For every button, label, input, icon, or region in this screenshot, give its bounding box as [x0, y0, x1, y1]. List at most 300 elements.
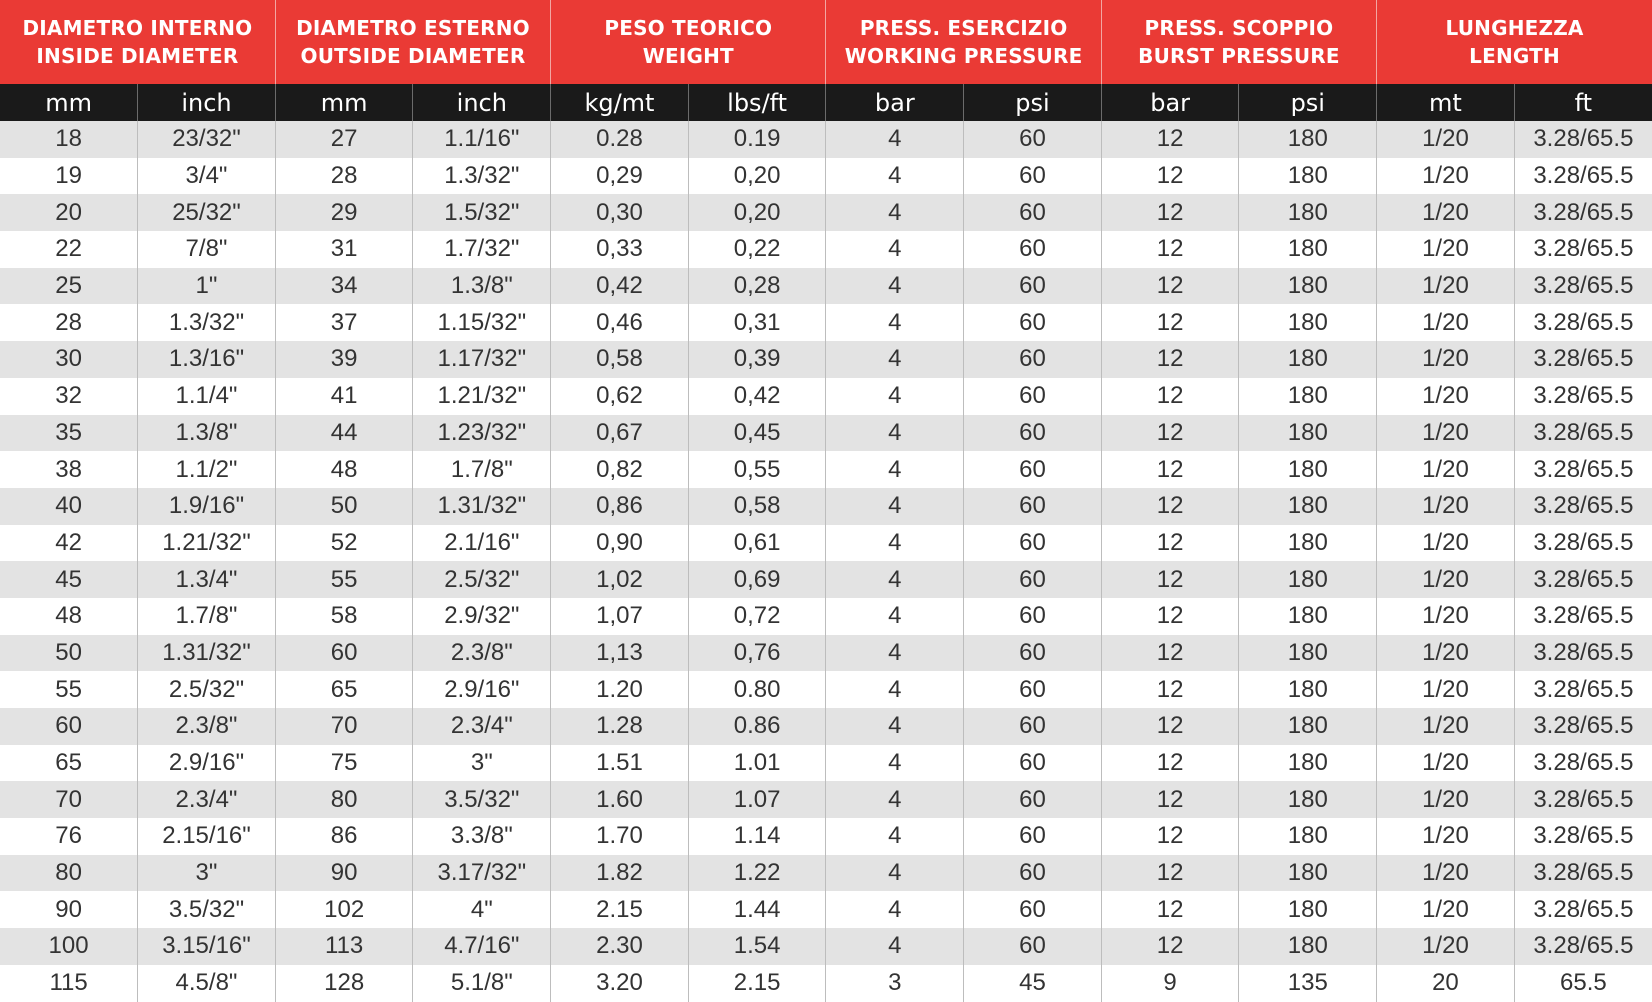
table-cell: 4	[826, 671, 964, 708]
unit-header: inch	[138, 84, 276, 121]
table-row	[0, 818, 1652, 855]
table-cell: 3.28/65.5	[1514, 451, 1652, 488]
table-cell: 41	[275, 378, 413, 415]
table-cell: 0,90	[551, 525, 689, 562]
table-cell: 3.28/65.5	[1514, 231, 1652, 268]
table-cell: 28	[275, 158, 413, 195]
header-inside-diameter	[0, 0, 275, 84]
table-cell: 180	[1239, 415, 1377, 452]
table-cell: 4	[826, 525, 964, 562]
table-cell: 3.28/65.5	[1514, 818, 1652, 855]
table-cell: 180	[1239, 781, 1377, 818]
table-cell: 0,69	[688, 561, 826, 598]
table-cell: 48	[0, 598, 138, 635]
table-cell: 3.28/65.5	[1514, 855, 1652, 892]
table-cell: 1.7/8"	[413, 451, 551, 488]
table-cell: 4	[826, 268, 964, 305]
table-cell: 30	[0, 341, 138, 378]
table-cell: 1.54	[688, 928, 826, 965]
table-row	[0, 891, 1652, 928]
table-cell: 3/4"	[138, 158, 276, 195]
table-cell: 1/20	[1377, 121, 1515, 158]
table-cell: 60	[0, 708, 138, 745]
table-cell: 128	[275, 965, 413, 1002]
table-cell: 4	[826, 341, 964, 378]
table-cell: 52	[275, 525, 413, 562]
table-cell: 5.1/8"	[413, 965, 551, 1002]
table-cell: 48	[275, 451, 413, 488]
table-cell: 4	[826, 451, 964, 488]
table-cell: 1.3/4"	[138, 561, 276, 598]
table-cell: 3.28/65.5	[1514, 781, 1652, 818]
table-cell: 40	[0, 488, 138, 525]
table-cell: 180	[1239, 268, 1377, 305]
table-cell: 60	[964, 415, 1102, 452]
table-cell: 65	[275, 671, 413, 708]
table-cell: 1.44	[688, 891, 826, 928]
table-body	[0, 121, 1652, 1002]
table-cell: 1.1/16"	[413, 121, 551, 158]
table-cell: 0,62	[551, 378, 689, 415]
table-cell: 12	[1101, 855, 1239, 892]
table-cell: 3"	[138, 855, 276, 892]
table-cell: 3.28/65.5	[1514, 745, 1652, 782]
table-cell: 1.9/16"	[138, 488, 276, 525]
table-row	[0, 341, 1652, 378]
table-cell: 20	[1377, 965, 1515, 1002]
table-cell: 0,58	[688, 488, 826, 525]
table-cell: 0.28	[551, 121, 689, 158]
table-cell: 1.15/32"	[413, 304, 551, 341]
table-cell: 1,13	[551, 635, 689, 672]
table-cell: 0,20	[688, 158, 826, 195]
header-label-it: DIAMETRO ESTERNO	[296, 16, 530, 40]
table-cell: 180	[1239, 891, 1377, 928]
table-cell: 3.5/32"	[138, 891, 276, 928]
table-cell: 1/20	[1377, 855, 1515, 892]
table-cell: 1.7/8"	[138, 598, 276, 635]
header-label-en: LENGTH	[1469, 44, 1560, 68]
table-cell: 60	[964, 671, 1102, 708]
table-cell: 1/20	[1377, 818, 1515, 855]
table-cell: 1.14	[688, 818, 826, 855]
table-cell: 12	[1101, 231, 1239, 268]
unit-header: psi	[964, 84, 1102, 121]
table-cell: 12	[1101, 158, 1239, 195]
table-cell: 0,39	[688, 341, 826, 378]
table-cell: 90	[0, 891, 138, 928]
table-cell: 180	[1239, 635, 1377, 672]
table-cell: 4	[826, 378, 964, 415]
table-cell: 3.20	[551, 965, 689, 1002]
table-cell: 35	[0, 415, 138, 452]
table-cell: 12	[1101, 415, 1239, 452]
table-cell: 3.28/65.5	[1514, 341, 1652, 378]
table-cell: 4	[826, 121, 964, 158]
table-cell: 4	[826, 194, 964, 231]
unit-header: kg/mt	[551, 84, 689, 121]
table-row	[0, 598, 1652, 635]
table-cell: 180	[1239, 304, 1377, 341]
table-cell: 102	[275, 891, 413, 928]
table-cell: 12	[1101, 818, 1239, 855]
table-cell: 2.9/32"	[413, 598, 551, 635]
table-cell: 0,42	[688, 378, 826, 415]
table-cell: 1/20	[1377, 635, 1515, 672]
table-cell: 60	[964, 708, 1102, 745]
table-cell: 25/32"	[138, 194, 276, 231]
table-cell: 20	[0, 194, 138, 231]
table-cell: 1,02	[551, 561, 689, 598]
table-cell: 180	[1239, 708, 1377, 745]
table-cell: 12	[1101, 341, 1239, 378]
table-cell: 12	[1101, 525, 1239, 562]
table-cell: 12	[1101, 268, 1239, 305]
table-cell: 60	[964, 561, 1102, 598]
table-cell: 0,55	[688, 451, 826, 488]
table-cell: 55	[275, 561, 413, 598]
table-cell: 4	[826, 891, 964, 928]
table-cell: 3.28/65.5	[1514, 378, 1652, 415]
table-cell: 31	[275, 231, 413, 268]
table-cell: 1/20	[1377, 708, 1515, 745]
table-cell: 65	[0, 745, 138, 782]
unit-header: mm	[0, 84, 138, 121]
table-cell: 3.28/65.5	[1514, 158, 1652, 195]
table-cell: 4	[826, 818, 964, 855]
header-length	[1377, 0, 1652, 84]
table-cell: 12	[1101, 708, 1239, 745]
table-cell: 76	[0, 818, 138, 855]
table-row	[0, 268, 1652, 305]
table-cell: 1/20	[1377, 525, 1515, 562]
table-cell: 9	[1101, 965, 1239, 1002]
table-cell: 180	[1239, 855, 1377, 892]
table-cell: 60	[964, 525, 1102, 562]
table-cell: 3.28/65.5	[1514, 891, 1652, 928]
table-cell: 4	[826, 304, 964, 341]
unit-header: mt	[1377, 84, 1515, 121]
table-row	[0, 781, 1652, 818]
table-cell: 4	[826, 415, 964, 452]
table-cell: 0.80	[688, 671, 826, 708]
table-cell: 0,82	[551, 451, 689, 488]
header-label-en: WORKING PRESSURE	[844, 44, 1083, 68]
table-cell: 4	[826, 488, 964, 525]
table-cell: 1.3/32"	[138, 304, 276, 341]
table-cell: 3.28/65.5	[1514, 635, 1652, 672]
table-cell: 180	[1239, 598, 1377, 635]
table-cell: 18	[0, 121, 138, 158]
table-cell: 3.5/32"	[413, 781, 551, 818]
table-cell: 0,31	[688, 304, 826, 341]
table-cell: 100	[0, 928, 138, 965]
table-cell: 3.28/65.5	[1514, 268, 1652, 305]
table-cell: 180	[1239, 745, 1377, 782]
table-cell: 1.3/8"	[413, 268, 551, 305]
table-cell: 1/20	[1377, 341, 1515, 378]
table-cell: 1.01	[688, 745, 826, 782]
table-cell: 1.17/32"	[413, 341, 551, 378]
unit-header: mm	[275, 84, 413, 121]
table-cell: 1/20	[1377, 158, 1515, 195]
header-label-en: WEIGHT	[642, 44, 734, 68]
header-outside-diameter	[275, 0, 550, 84]
table-cell: 1.07	[688, 781, 826, 818]
header-working-pressure	[826, 0, 1101, 84]
table-cell: 180	[1239, 341, 1377, 378]
unit-header: bar	[826, 84, 964, 121]
table-cell: 2.15	[551, 891, 689, 928]
table-cell: 1/20	[1377, 231, 1515, 268]
table-cell: 3.28/65.5	[1514, 121, 1652, 158]
table-row	[0, 561, 1652, 598]
table-cell: 60	[964, 488, 1102, 525]
table-cell: 60	[964, 194, 1102, 231]
table-cell: 60	[964, 928, 1102, 965]
table-cell: 29	[275, 194, 413, 231]
table-row	[0, 855, 1652, 892]
table-cell: 60	[964, 451, 1102, 488]
table-cell: 38	[0, 451, 138, 488]
table-cell: 3.28/65.5	[1514, 525, 1652, 562]
table-cell: 4	[826, 781, 964, 818]
table-cell: 180	[1239, 194, 1377, 231]
table-cell: 1.3/8"	[138, 415, 276, 452]
table-cell: 1"	[138, 268, 276, 305]
table-cell: 1/20	[1377, 671, 1515, 708]
table-cell: 75	[275, 745, 413, 782]
table-cell: 180	[1239, 671, 1377, 708]
table-cell: 1,07	[551, 598, 689, 635]
table-cell: 12	[1101, 451, 1239, 488]
table-cell: 4"	[413, 891, 551, 928]
table-cell: 1.21/32"	[413, 378, 551, 415]
table-cell: 22	[0, 231, 138, 268]
table-row	[0, 525, 1652, 562]
table-cell: 0.86	[688, 708, 826, 745]
table-cell: 1.3/16"	[138, 341, 276, 378]
unit-header: inch	[413, 84, 551, 121]
table-cell: 65.5	[1514, 965, 1652, 1002]
table-cell: 12	[1101, 598, 1239, 635]
unit-header: lbs/ft	[688, 84, 826, 121]
table-cell: 1.28	[551, 708, 689, 745]
table-cell: 1.7/32"	[413, 231, 551, 268]
table-cell: 3.17/32"	[413, 855, 551, 892]
table-cell: 0,86	[551, 488, 689, 525]
table-cell: 180	[1239, 158, 1377, 195]
table-cell: 12	[1101, 781, 1239, 818]
table-cell: 1.3/32"	[413, 158, 551, 195]
table-cell: 4	[826, 708, 964, 745]
table-cell: 37	[275, 304, 413, 341]
table-cell: 135	[1239, 965, 1377, 1002]
table-cell: 0,30	[551, 194, 689, 231]
table-cell: 2.9/16"	[138, 745, 276, 782]
header-label-en: BURST PRESSURE	[1138, 44, 1340, 68]
table-cell: 1.23/32"	[413, 415, 551, 452]
table-cell: 50	[0, 635, 138, 672]
table-row	[0, 121, 1652, 158]
table-cell: 25	[0, 268, 138, 305]
table-cell: 1.22	[688, 855, 826, 892]
table-cell: 2.1/16"	[413, 525, 551, 562]
table-cell: 2.3/4"	[138, 781, 276, 818]
table-cell: 58	[275, 598, 413, 635]
unit-header: psi	[1239, 84, 1377, 121]
table-cell: 70	[0, 781, 138, 818]
table-cell: 60	[275, 635, 413, 672]
header-burst-pressure	[1101, 0, 1376, 84]
table-cell: 3"	[413, 745, 551, 782]
table-cell: 3	[826, 965, 964, 1002]
table-cell: 1.31/32"	[413, 488, 551, 525]
table-cell: 0,67	[551, 415, 689, 452]
table-cell: 39	[275, 341, 413, 378]
table-cell: 0,28	[688, 268, 826, 305]
table-cell: 1.60	[551, 781, 689, 818]
table-cell: 180	[1239, 818, 1377, 855]
table-cell: 60	[964, 781, 1102, 818]
table-cell: 4	[826, 561, 964, 598]
table-cell: 2.30	[551, 928, 689, 965]
table-cell: 80	[275, 781, 413, 818]
table-cell: 60	[964, 378, 1102, 415]
table-cell: 3.28/65.5	[1514, 304, 1652, 341]
table-cell: 12	[1101, 378, 1239, 415]
table-cell: 180	[1239, 525, 1377, 562]
table-cell: 3.3/8"	[413, 818, 551, 855]
table-cell: 1.70	[551, 818, 689, 855]
table-cell: 2.3/8"	[413, 635, 551, 672]
table-cell: 115	[0, 965, 138, 1002]
table-cell: 4	[826, 231, 964, 268]
table-cell: 0,72	[688, 598, 826, 635]
table-cell: 60	[964, 855, 1102, 892]
unit-header: bar	[1101, 84, 1239, 121]
table-cell: 4	[826, 855, 964, 892]
table-row	[0, 708, 1652, 745]
table-cell: 60	[964, 635, 1102, 672]
table-cell: 1.82	[551, 855, 689, 892]
table-cell: 1/20	[1377, 415, 1515, 452]
table-cell: 1/20	[1377, 745, 1515, 782]
table-cell: 45	[0, 561, 138, 598]
table-cell: 60	[964, 818, 1102, 855]
table-cell: 27	[275, 121, 413, 158]
table-cell: 2.3/4"	[413, 708, 551, 745]
table-cell: 60	[964, 598, 1102, 635]
table-cell: 1/20	[1377, 268, 1515, 305]
table-cell: 3.28/65.5	[1514, 671, 1652, 708]
table-row	[0, 158, 1652, 195]
table-cell: 7/8"	[138, 231, 276, 268]
table-cell: 23/32"	[138, 121, 276, 158]
table-cell: 180	[1239, 231, 1377, 268]
table-cell: 180	[1239, 378, 1377, 415]
table-cell: 12	[1101, 745, 1239, 782]
table-cell: 3.28/65.5	[1514, 194, 1652, 231]
table-cell: 12	[1101, 194, 1239, 231]
table-cell: 19	[0, 158, 138, 195]
table-cell: 0,45	[688, 415, 826, 452]
unit-header: ft	[1514, 84, 1652, 121]
table-row	[0, 378, 1652, 415]
table-cell: 1.1/2"	[138, 451, 276, 488]
table-cell: 2.5/32"	[138, 671, 276, 708]
table-row	[0, 671, 1652, 708]
group-header-row	[0, 0, 1652, 84]
table-cell: 28	[0, 304, 138, 341]
header-label-en: OUTSIDE DIAMETER	[300, 44, 526, 68]
table-cell: 1/20	[1377, 891, 1515, 928]
table-cell: 12	[1101, 928, 1239, 965]
table-cell: 50	[275, 488, 413, 525]
table-cell: 90	[275, 855, 413, 892]
table-cell: 45	[964, 965, 1102, 1002]
table-cell: 60	[964, 304, 1102, 341]
table-cell: 180	[1239, 561, 1377, 598]
table-cell: 70	[275, 708, 413, 745]
table-cell: 1/20	[1377, 598, 1515, 635]
table-cell: 1/20	[1377, 378, 1515, 415]
table-cell: 180	[1239, 488, 1377, 525]
table-cell: 0,20	[688, 194, 826, 231]
table-cell: 60	[964, 891, 1102, 928]
table-cell: 0,42	[551, 268, 689, 305]
table-row	[0, 194, 1652, 231]
table-cell: 1/20	[1377, 561, 1515, 598]
table-cell: 0,29	[551, 158, 689, 195]
header-label-it: PESO TEORICO	[604, 16, 773, 40]
table-cell: 3.15/16"	[138, 928, 276, 965]
table-row	[0, 451, 1652, 488]
table-cell: 12	[1101, 121, 1239, 158]
table-cell: 2.5/32"	[413, 561, 551, 598]
table-cell: 4	[826, 928, 964, 965]
table-cell: 0,61	[688, 525, 826, 562]
table-cell: 4	[826, 598, 964, 635]
table-cell: 12	[1101, 561, 1239, 598]
table-cell: 1.5/32"	[413, 194, 551, 231]
table-cell: 3.28/65.5	[1514, 598, 1652, 635]
table-cell: 32	[0, 378, 138, 415]
table-row	[0, 488, 1652, 525]
unit-header-row	[0, 84, 1652, 121]
table-row	[0, 745, 1652, 782]
table-cell: 0.19	[688, 121, 826, 158]
header-weight	[551, 0, 826, 84]
table-cell: 0,33	[551, 231, 689, 268]
table-cell: 1.51	[551, 745, 689, 782]
table-cell: 60	[964, 745, 1102, 782]
table-cell: 34	[275, 268, 413, 305]
table-cell: 1.31/32"	[138, 635, 276, 672]
table-cell: 12	[1101, 671, 1239, 708]
table-cell: 3.28/65.5	[1514, 928, 1652, 965]
table-cell: 4	[826, 158, 964, 195]
table-cell: 2.15/16"	[138, 818, 276, 855]
table-cell: 12	[1101, 304, 1239, 341]
table-cell: 86	[275, 818, 413, 855]
table-cell: 3.28/65.5	[1514, 561, 1652, 598]
table-row	[0, 304, 1652, 341]
table-cell: 12	[1101, 488, 1239, 525]
table-cell: 180	[1239, 121, 1377, 158]
table-cell: 1.1/4"	[138, 378, 276, 415]
table-cell: 4	[826, 635, 964, 672]
